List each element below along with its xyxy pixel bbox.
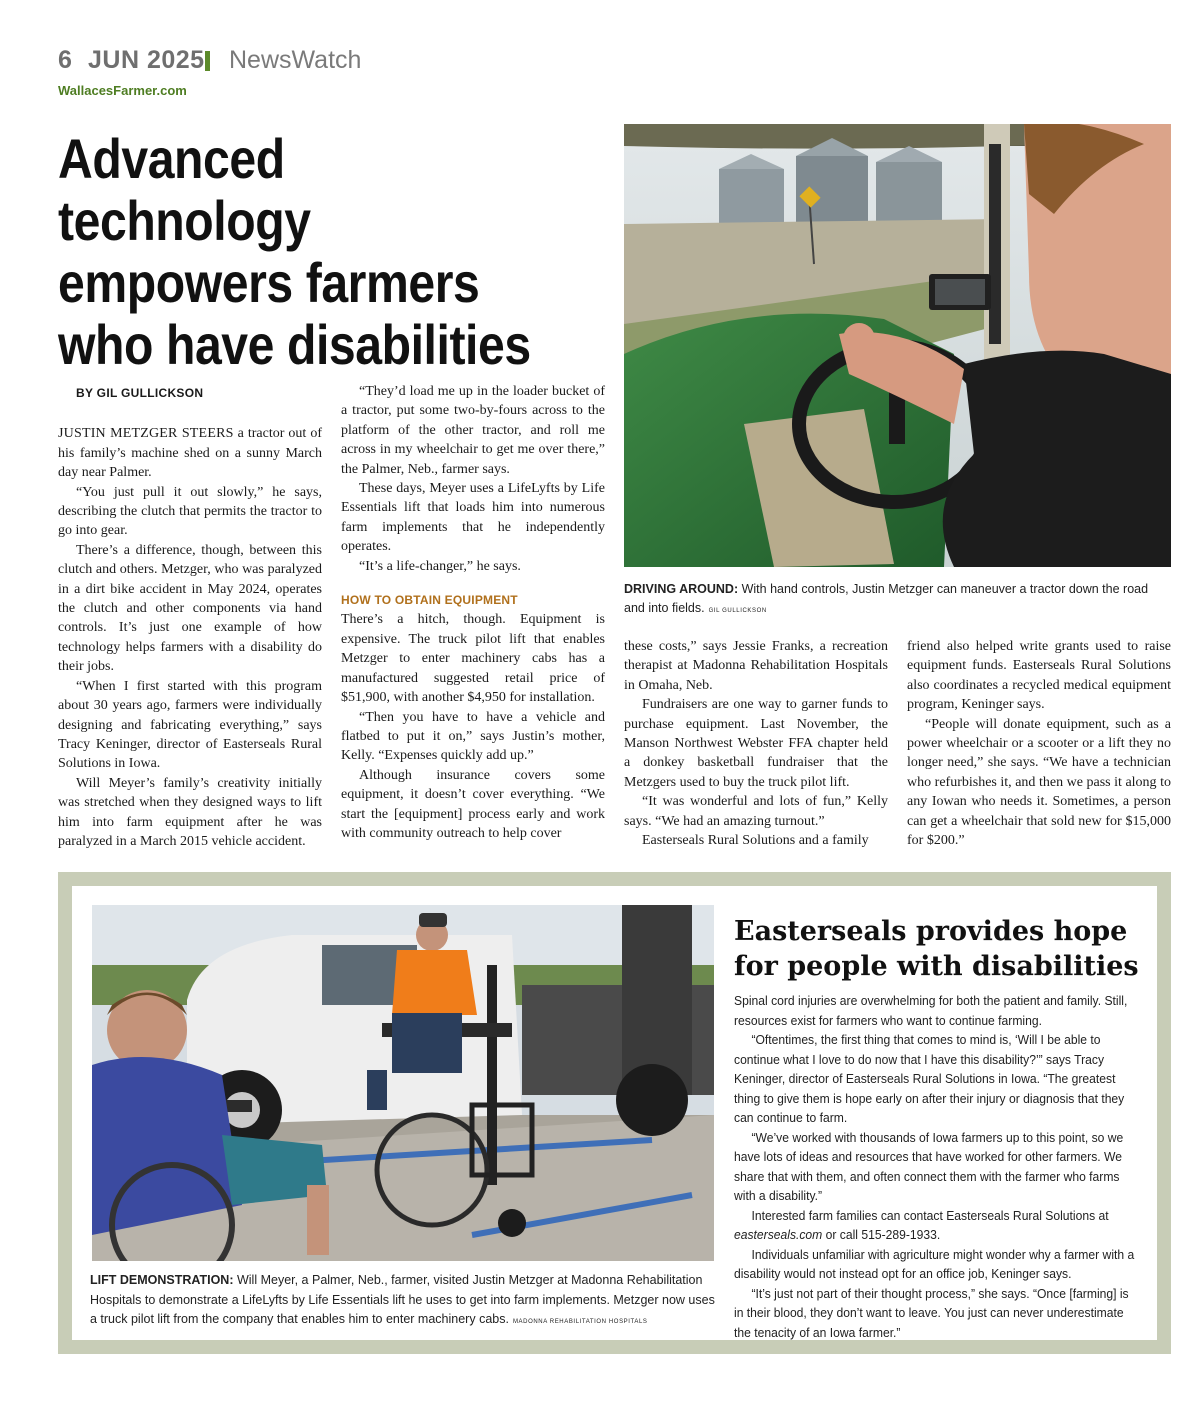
section-name: NewsWatch <box>229 46 362 74</box>
headline-line: Advanced technology <box>58 127 311 252</box>
article-paragraph: friend also helped write grants used to raise equipment funds. Easterseals Rural Solutions also coordinates a recycled medical equipment program, Keninger says. <box>907 639 1171 713</box>
article-column-2 <box>341 382 605 843</box>
article-paragraph: There’s a difference, though, between this clutch and others. Metzger, who was paralyzed in a dirt bike accident in May 2024, operates the clutch and other components via hand controls. It’s just one example of how technology helps farmers with a disability do their jobs. <box>58 542 322 675</box>
article-paragraph: “Then you have to have a vehicle and flatbed to put it on,” says Justin’s mother, Kelly. “Expenses quickly add up.” <box>341 709 605 764</box>
paragraph-text: a tractor out of his family’s machine shed on a sunny March day near Palmer. <box>58 426 322 481</box>
paragraph-text: or call 515-289-1933. <box>822 1228 941 1242</box>
website-link[interactable]: easterseals.com <box>734 1228 823 1242</box>
sidebar-photo-caption <box>90 1271 715 1333</box>
article-column-3 <box>624 637 888 850</box>
article-column-1 <box>58 384 322 851</box>
article-paragraph: Although insurance covers some equipment, it doesn’t cover everything. “We start the [equipment] process early and work with community outreach to help cover <box>341 767 605 841</box>
article-paragraph: “It’s a life-changer,” he says. <box>359 558 521 574</box>
headline-line: empowers farmers <box>58 251 480 314</box>
sidebar-title-line: Easterseals provides hope <box>734 916 1128 947</box>
subhead: HOW TO OBTAIN EQUIPMENT <box>341 593 518 608</box>
article-paragraph: “People will donate equipment, such as a power wheelchair or a scooter or a lift they no longer need,” she says. “We have a technician who refurbishes it, and then we pass it along to any Iowan who needs it. Sometimes, a person can get a wheelchair that sold new for $15,000 for $200.” <box>907 716 1171 849</box>
caption-text: With hand controls, Justin Metzger can maneuver a tractor down the road and into fields. <box>624 582 1149 615</box>
hero-photo <box>624 124 1171 567</box>
caption-text: Will Meyer, a Palmer, Neb., farmer, visited Justin Metzger at Madonna Rehabilitation Hospitals to demonstrate a LifeLyfts by Life Essentials lift he uses to get into farm implements. Metzger now uses a truck pilot lift from the company that enables him to enter machinery cabs. <box>90 1273 715 1326</box>
page-header <box>58 46 658 78</box>
lift-demonstration-photo <box>92 905 714 1261</box>
sidebar-paragraph <box>734 1207 1139 1246</box>
article-paragraph: “When I first started with this program about 30 years ago, farmers were individually designing and fabricating everything,” says Tracy Keninger, director of Easterseals Rural Solutions in Iowa. <box>58 678 322 772</box>
tractor-cab-photo <box>624 124 1171 567</box>
article-paragraph: These days, Meyer uses a LifeLyfts by Life Essentials lift that loads him into numerous farm implements that he independently operates. <box>341 481 605 555</box>
sidebar-photo <box>92 905 714 1261</box>
photo-credit: GIL GULLICKSON <box>708 608 767 614</box>
headline-line: who have disabilities <box>58 313 531 376</box>
article-paragraph <box>58 424 322 482</box>
paragraph-text: Interested farm families can contact Easterseals Rural Solutions at <box>751 1208 1109 1223</box>
section-divider <box>205 51 210 71</box>
sidebar-body <box>734 992 1139 1343</box>
sidebar-paragraph: “It’s just not part of their thought process,” she says. “Once [farming] is in their blood, they don’t want to leave. You just can never underestimate the tenacity of an Iowa farmer.” <box>734 1286 1129 1340</box>
article-paragraph: Fundraisers are one way to garner funds to purchase equipment. Last November, the Manson Northwest Webster FFA chapter held a donkey basketball fundraiser that the Metzgers used to buy the truck pilot lift. <box>624 697 888 790</box>
caption-label: DRIVING AROUND: <box>624 582 739 596</box>
article-paragraph: “It was wonderful and lots of fun,” Kelly says. “We had an amazing turnout.” <box>624 794 888 829</box>
sidebar-paragraph: Individuals unfamiliar with agriculture might wonder why a farmer with a disability would not instead opt for an office job, Keninger says. <box>734 1247 1135 1281</box>
sidebar-paragraph: “Oftentimes, the first thing that comes to mind is, ‘Will I be able to continue what I love to do now that I have this disability?’” says Tracy Keninger, director of Easterseals Rural Solutions in Iowa. “The greatest thing to give them is hope early on after their injury or diagnosis that they can continue to farm. <box>734 1033 1125 1125</box>
headline <box>58 128 540 376</box>
article-paragraph: Will Meyer’s family’s creativity initially was stretched when they designed ways to lift him into farm equipment after he was paralyzed in a March 2015 vehicle accident. <box>58 775 322 849</box>
sidebar-title-line: for people with disabilities <box>734 951 1139 982</box>
sidebar-box <box>58 872 1171 1354</box>
hero-caption <box>624 580 1171 621</box>
site-link[interactable]: WallacesFarmer.com <box>58 83 187 98</box>
article-column-4 <box>907 637 1171 850</box>
issue-date: JUN 2025 <box>88 46 205 74</box>
article-paragraph: these costs,” says Jessie Franks, a recreation therapist at Madonna Rehabilitation Hospitals in Omaha, Neb. <box>624 639 888 693</box>
byline: BY GIL GULLICKSON <box>76 386 204 400</box>
photo-credit: MADONNA REHABILITATION HOSPITALS <box>512 1319 648 1325</box>
page-number: 6 <box>58 46 72 74</box>
lead-in: JUSTIN METZGER STEERS <box>58 426 234 442</box>
article-paragraph: Easterseals Rural Solutions and a family <box>642 833 869 849</box>
article-paragraph: “You just pull it out slowly,” he says, describing the clutch that permits the tractor to go into gear. <box>58 484 322 539</box>
caption-label: LIFT DEMONSTRATION: <box>90 1273 234 1287</box>
article-paragraph: There’s a hitch, though. Equipment is expensive. The truck pilot lift that enables Metzger to enter machinery cabs has a manufactured suggested retail price of $51,900, with another $4,950 for installation. <box>341 612 605 706</box>
sidebar-paragraph: “We’ve worked with thousands of Iowa farmers up to this point, so we have lots of ideas and resources that have worked for other farmers. We share that with them, and often connect them with the farmer who farms with a disability.” <box>734 1130 1124 1203</box>
article-paragraph: “They’d load me up in the loader bucket of a tractor, put some two-by-fours across to the platform of the other tractor, and roll me across in my wheelchair to get me over there,” the Palmer, Neb., farmer says. <box>341 384 605 477</box>
sidebar-title <box>734 914 1154 984</box>
sidebar-paragraph: Spinal cord injuries are overwhelming for both the patient and family. Still, resources exist for farmers who want to continue farming. <box>734 994 1128 1028</box>
sidebar-inner <box>72 886 1157 1340</box>
